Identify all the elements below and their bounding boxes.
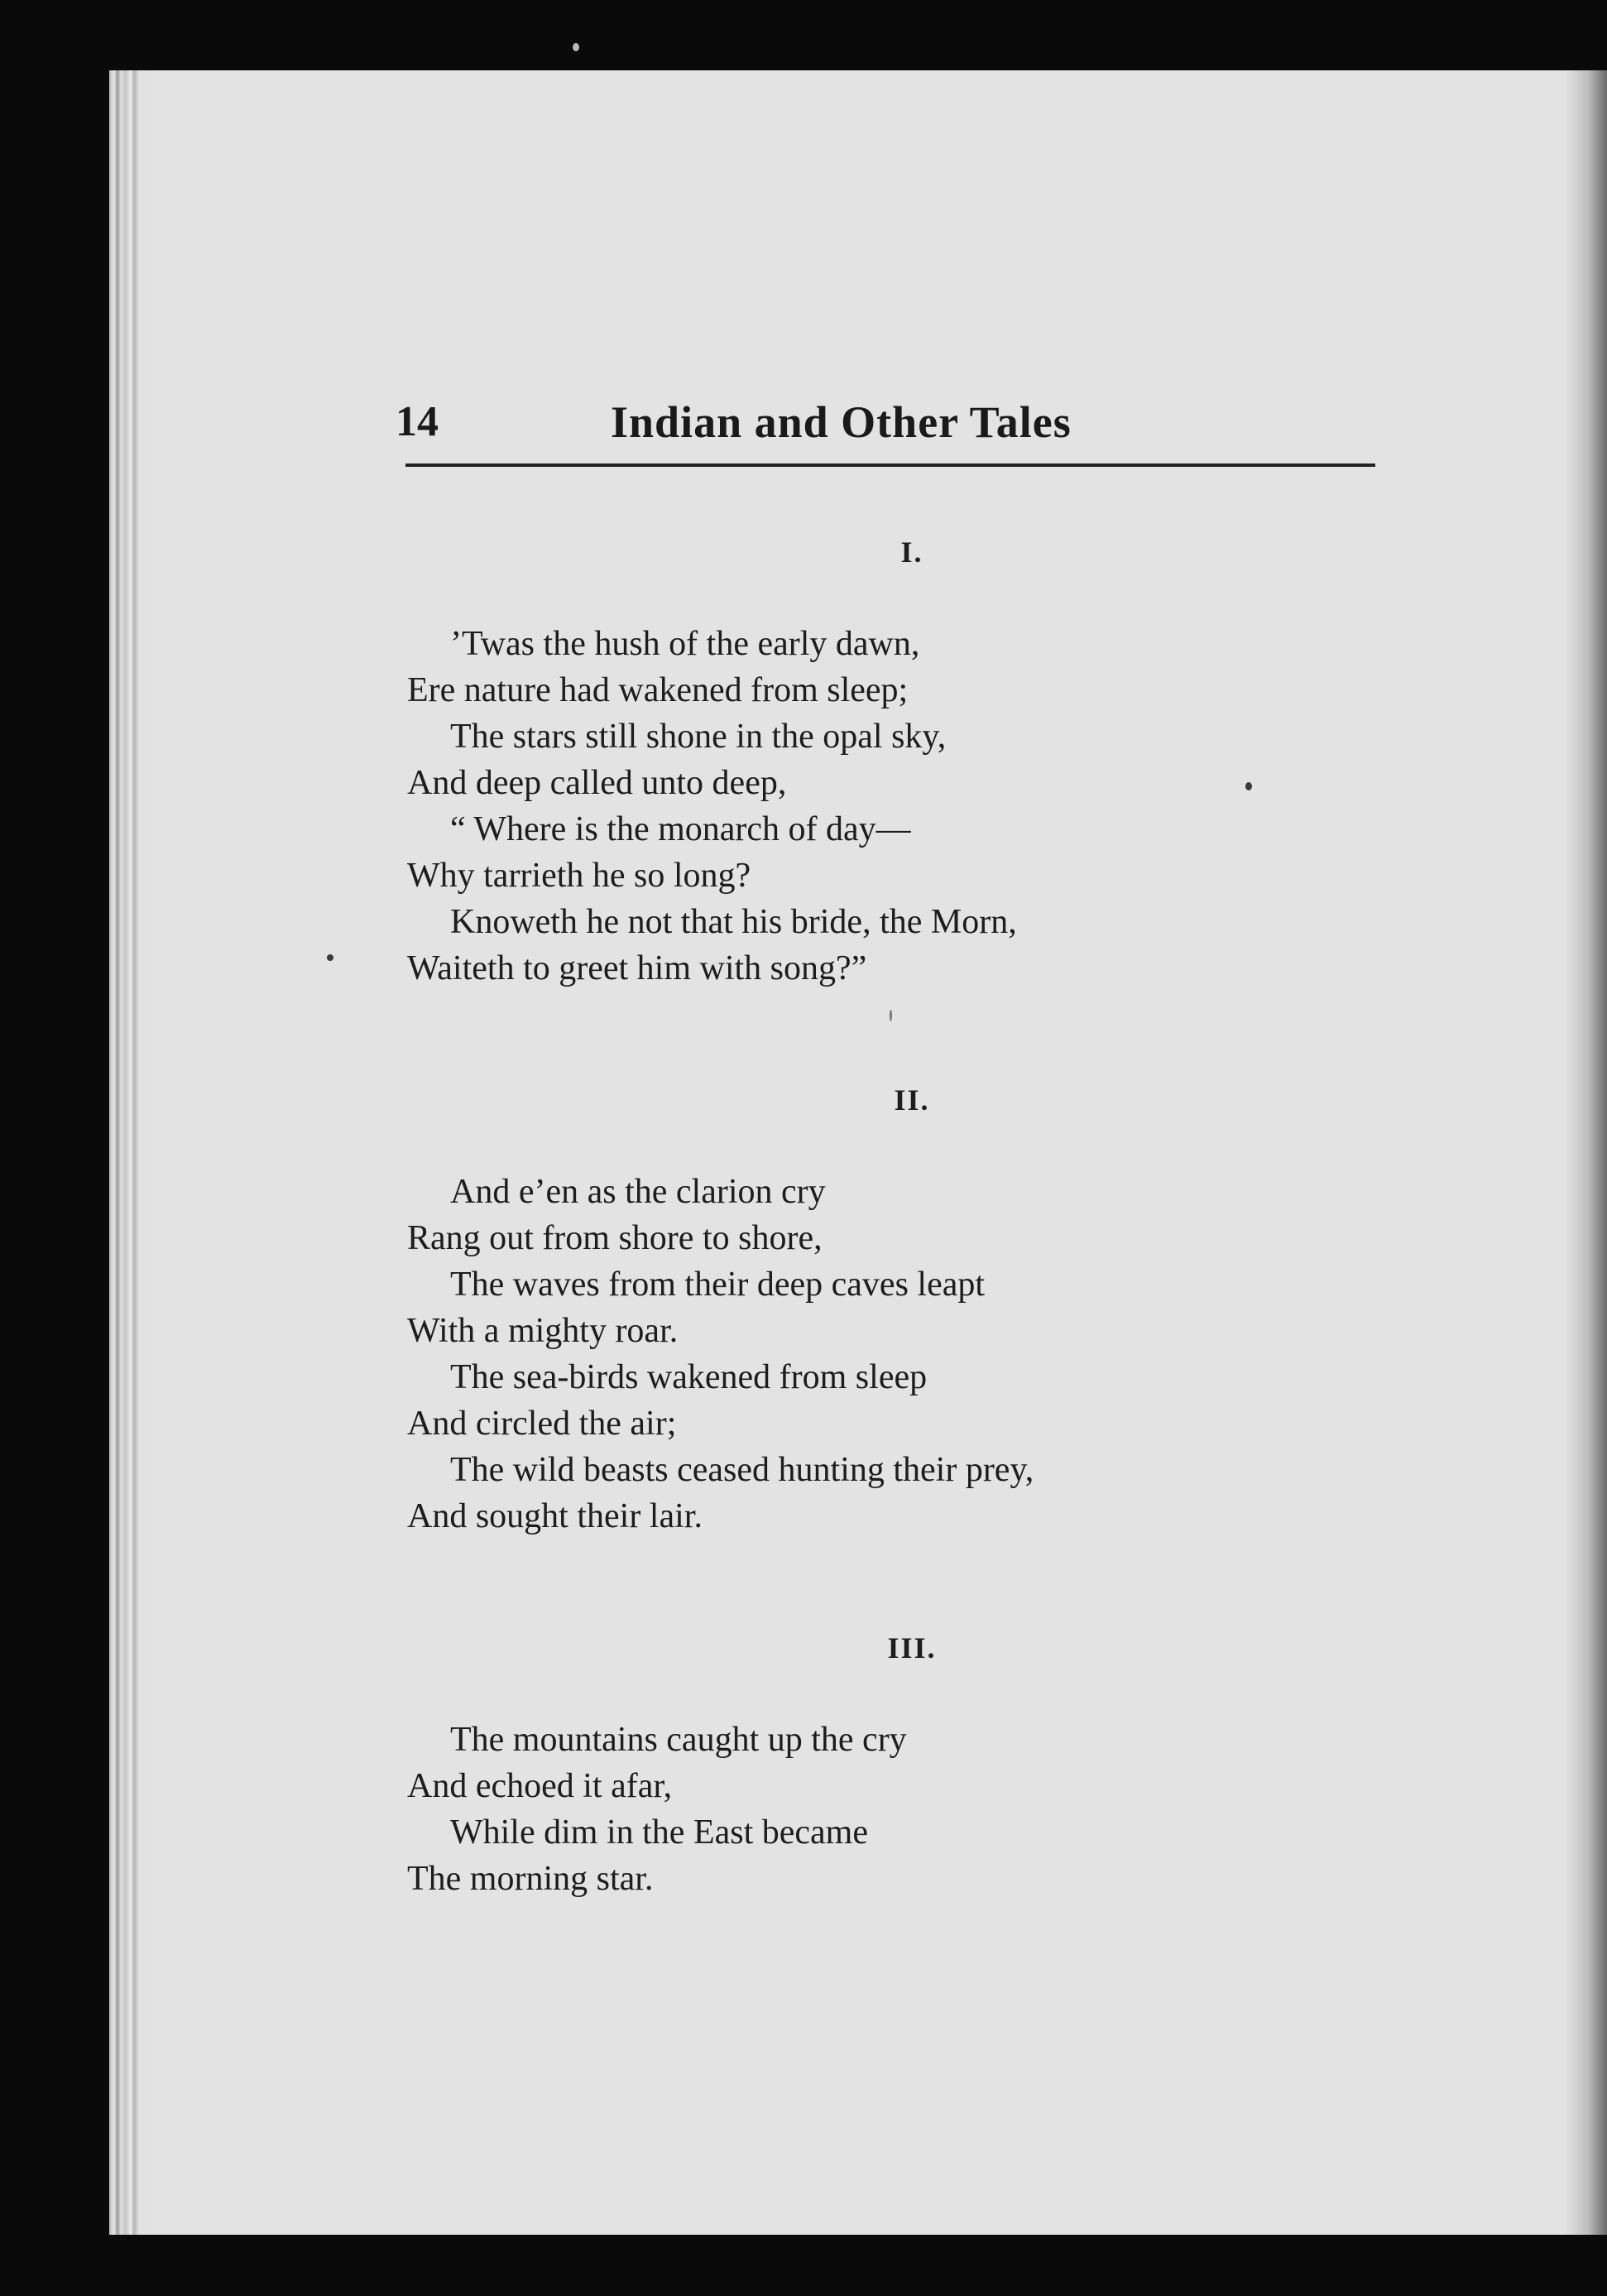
poem-line: ’Twas the hush of the early dawn,	[450, 625, 920, 663]
poem-line: And deep called unto deep,	[407, 764, 787, 802]
stanza	[407, 1169, 1334, 1539]
poem-line: The wild beasts ceased hunting their prey,	[450, 1451, 1034, 1489]
running-header	[396, 389, 1374, 455]
poem	[407, 530, 1334, 1902]
poem-line: And echoed it afar,	[407, 1767, 673, 1805]
running-title: Indian and Other Tales	[611, 397, 1072, 447]
poem-line: Knoweth he not that his bride, the Morn,	[450, 903, 1017, 941]
stanza-numeral: III.	[887, 1631, 937, 1664]
poem-line: Ere nature had wakened from sleep;	[407, 671, 909, 709]
poem-line: Rang out from shore to shore,	[407, 1219, 823, 1257]
page-edge-stack	[109, 70, 175, 2235]
poem-line: With a mighty roar.	[407, 1312, 679, 1350]
poem-line: The sea-birds wakened from sleep	[450, 1358, 928, 1396]
stanza	[407, 1717, 1334, 1902]
dust-speck	[327, 954, 333, 961]
header-rule	[405, 464, 1375, 467]
stanza-gap	[407, 1539, 1334, 1626]
poem-line: While dim in the East became	[450, 1813, 868, 1852]
poem-line: Why tarrieth he so long?	[407, 857, 751, 895]
poem-line: And e’en as the clarion cry	[450, 1173, 826, 1211]
poem-line: And circled the air;	[407, 1405, 677, 1443]
dust-speck	[573, 43, 579, 51]
page-number: 14	[396, 398, 439, 445]
binding-shadow	[1566, 70, 1607, 2235]
poem-line: “ Where is the monarch of day—	[450, 810, 911, 848]
stanza-gap	[407, 992, 1334, 1078]
poem-line: The morning star.	[407, 1860, 654, 1898]
stanza-numeral: I.	[900, 536, 923, 569]
poem-line: Waiteth to greet him with song?”	[407, 949, 867, 987]
poem-line: The mountains caught up the cry	[450, 1721, 907, 1759]
poem-line: And sought their lair.	[407, 1497, 703, 1535]
poem-line: The waves from their deep caves leapt	[450, 1266, 986, 1304]
stanza-numeral: II.	[894, 1083, 930, 1117]
poem-line: The stars still shone in the opal sky,	[450, 718, 947, 756]
stanza	[407, 621, 1334, 992]
